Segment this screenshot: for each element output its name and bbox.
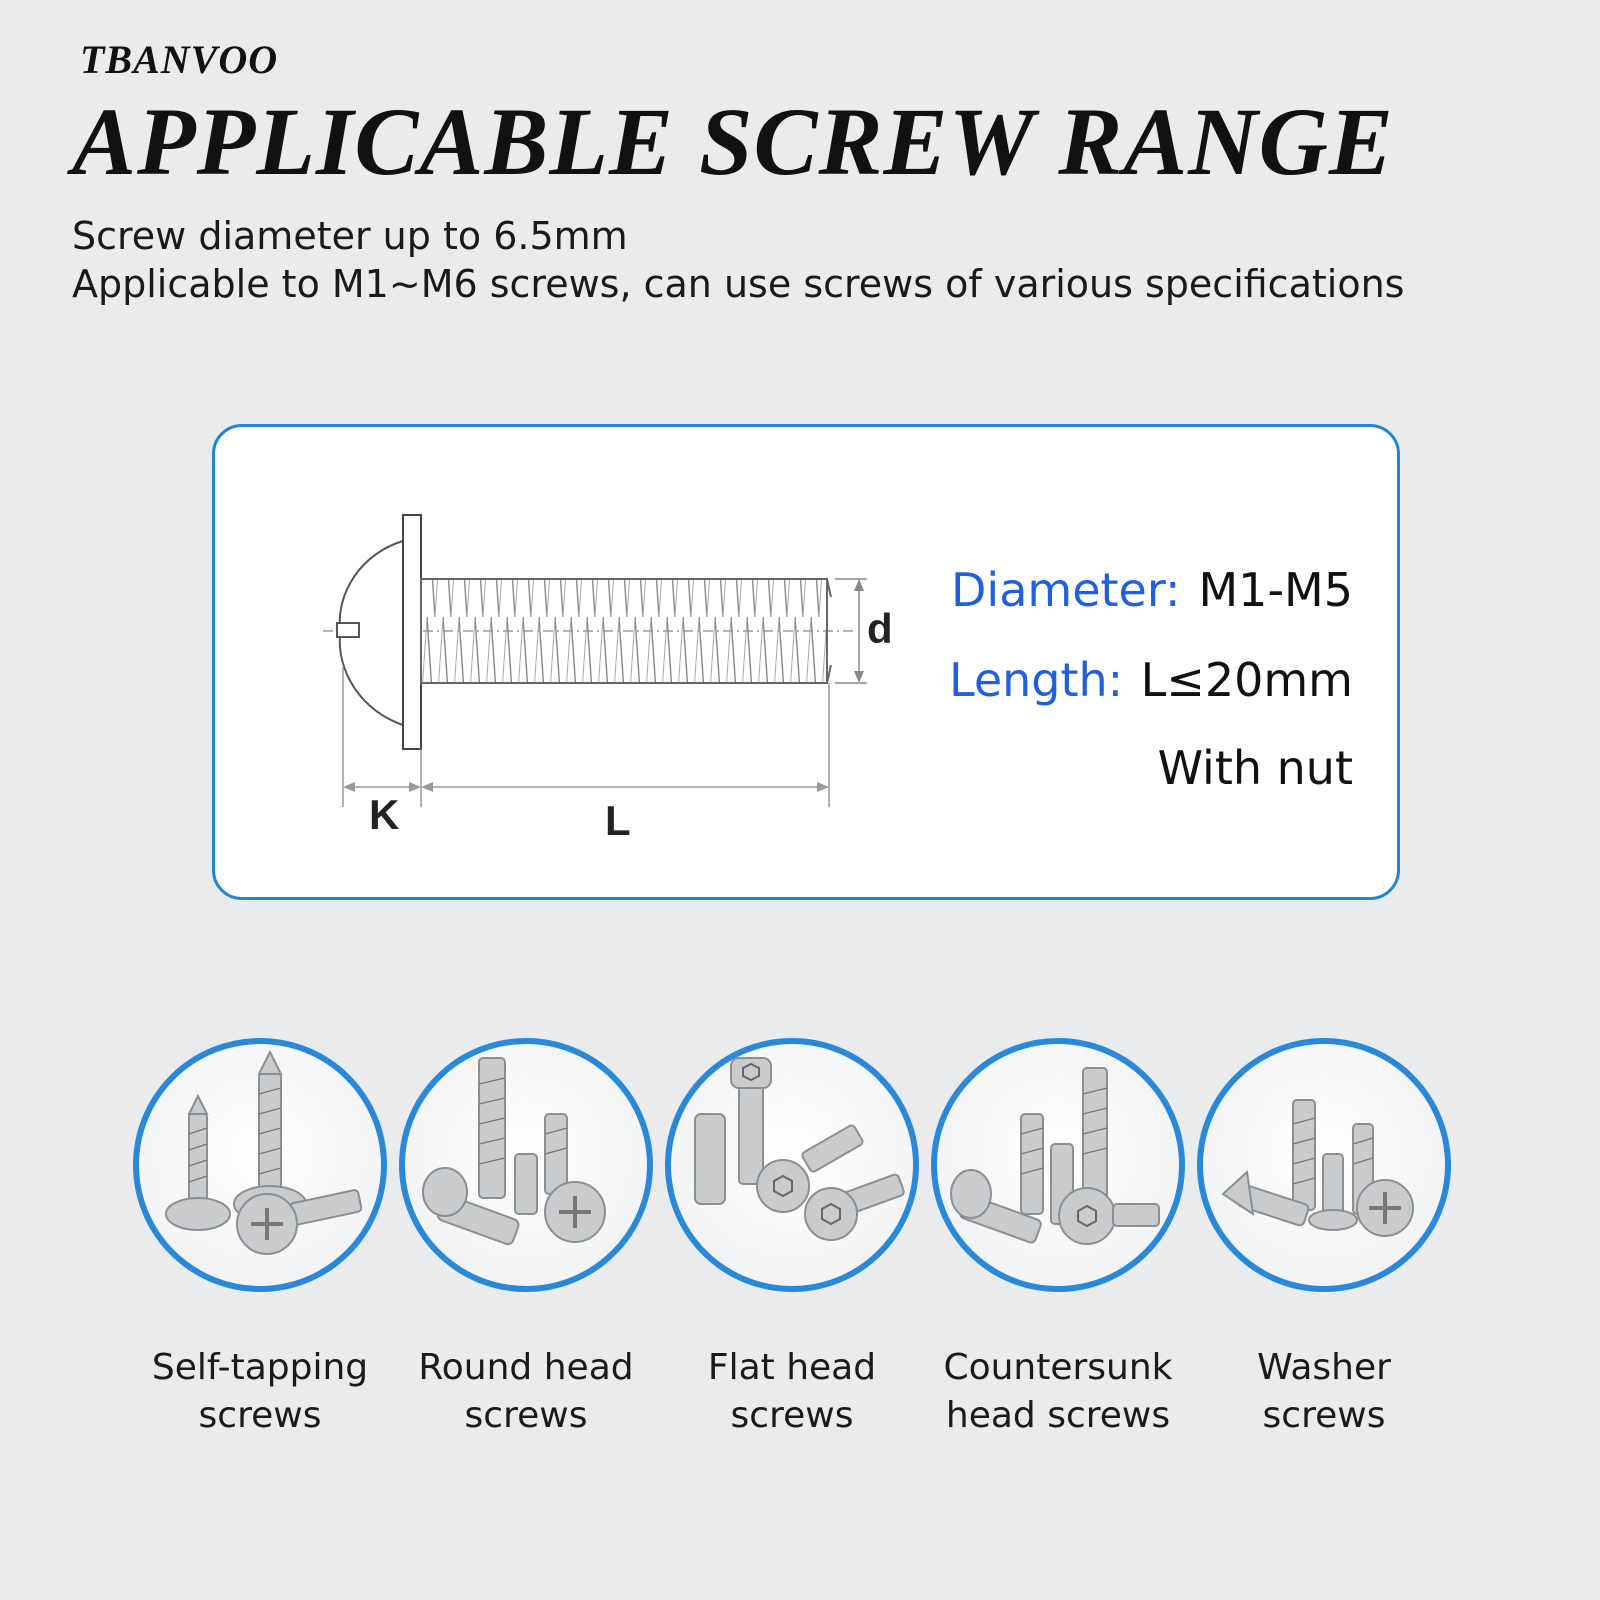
threaded-shaft <box>421 579 827 683</box>
screw-dimension-diagram <box>315 497 935 837</box>
length-dimension-label: L <box>605 797 631 837</box>
head-slot <box>337 623 359 637</box>
label-line-1: Flat head <box>707 1347 877 1388</box>
length-label: Length: <box>949 653 1124 707</box>
head-dimension-label: K <box>369 791 400 837</box>
length-value: L≤20mm <box>1140 653 1353 707</box>
description-line-1: Screw diameter up to 6.5mm <box>72 214 628 258</box>
screw-type-round-head <box>396 1038 656 1440</box>
with-nut-note: With nut <box>1157 741 1353 795</box>
description-line-2: Applicable to M1~M6 screws, can use screws of various specifications <box>72 262 1405 306</box>
label-line-2: screws <box>1262 1395 1386 1436</box>
label-line-1: Self-tapping <box>151 1347 369 1388</box>
screw-type-label <box>396 1344 656 1440</box>
diameter-dimension-label: d <box>867 605 893 652</box>
label-line-2: screws <box>730 1395 854 1436</box>
flat-head-screws-icon <box>665 1038 919 1292</box>
diameter-label: Diameter: <box>951 563 1181 617</box>
screw-type-flat-head <box>662 1038 922 1440</box>
screw-type-washer <box>1194 1038 1454 1440</box>
diameter-value: M1-M5 <box>1198 563 1353 617</box>
screw-type-label <box>130 1344 390 1440</box>
screw-type-label <box>662 1344 922 1440</box>
label-line-2: head screws <box>945 1395 1171 1436</box>
screw-type-self-tapping <box>130 1038 390 1440</box>
countersunk-head-screws-icon <box>931 1038 1185 1292</box>
screw-type-label <box>928 1344 1188 1440</box>
description <box>72 212 1404 308</box>
label-line-2: screws <box>198 1395 322 1436</box>
screw-types-list <box>130 1038 1470 1458</box>
label-line-1: Countersunk <box>943 1347 1173 1388</box>
round-head-screws-icon <box>399 1038 653 1292</box>
washer-flange <box>403 515 421 749</box>
label-line-1: Round head <box>418 1347 634 1388</box>
washer-screws-icon <box>1197 1038 1451 1292</box>
spec-card <box>212 424 1400 900</box>
label-line-2: screws <box>464 1395 588 1436</box>
label-line-1: Washer <box>1257 1347 1391 1388</box>
page-title: APPLICABLE SCREW RANGE <box>72 88 1394 195</box>
screw-type-countersunk <box>928 1038 1188 1440</box>
screw-type-label <box>1194 1344 1454 1440</box>
self-tapping-screws-icon <box>133 1038 387 1292</box>
brand-name: TBANVOO <box>80 37 279 82</box>
